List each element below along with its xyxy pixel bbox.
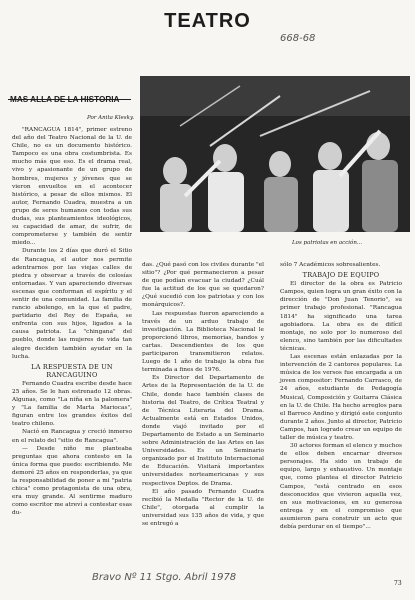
paragraph: sólo 7 Académicos sobresalientes. [280,262,381,268]
paragraph: Durante los 2 días que duró el Sitio de Rancagua, el autor nos permite adentrarnos por las viejas calles de piedra y observar a través de celosías entornadas. Y van apareciendo diversas escenas que conforman el espíritu y el sentir de una comunidad. La familia de rancio abolengo, en la que el padre, partidario del Rey de España, se enfrenta con sus hijos, ligados a la causa patriota. La "chingana" del pueblo, donde las mujeres de vida tan alegre deciden también ayudar en la lucha. [12,248,132,360]
magazine-section-title: TEATRO [164,10,251,32]
paragraph: — Desde niño me planteaba preguntas que ahora contesto en la única forma que puedo: escribiendo. Me demoré 25 años en responderlas, ya que la responsabilidad de poner a mi "patria chica" como protagonista de una obra, era muy grande. Al sentirme maduro como escritor me atreví a contestar esas du- [12,445,132,517]
article-column-3 [280,261,402,531]
article-column-2 [142,261,264,528]
paragraph: El año pasado Fernando Cuadra recibió la Medalla "Rector de la U. de Chile", otorgada al cumplir la universidad sus 135 años de vida, y que se entregó a [142,488,264,527]
article-headline: MAS ALLA DE LA HISTORIA [10,95,120,104]
stage-photo-illustration [140,76,410,232]
paragraph: das. ¿Qué pasó con los civiles durante "el sitio"? ¿Por qué permanecieron a pesar de que podían evacuar la ciudad? ¿Cuál fue la actitud de los que se quedaron? ¿Qué sucedió con los patriotas y con los monárquicos?. [142,262,264,309]
photo-caption: Los patriotas en acción... [292,240,363,246]
article-byline: Por Anita Klesky. [87,115,135,121]
paragraph: Nació en Rancagua y creció inmerso en el relato del "sitio de Rancagua". [12,429,132,444]
paragraph: "RANCAGUA 1814", primer estreno del año del Teatro Nacional de la U. de Chile, no es un documento histórico. Tampoco es una obra costumbrista. Es mucho más que eso. Es el drama real, vivo y apasionante de un grupo de hombres, mujeres y jóvenes que se vieron envueltos en el acontecer histórico, a pesar de ellos mismos. El autor, Fernando Cuadra, muestra a un grupo de seres humanos con todas sus dudas, sus planteamientos ideológicos, su capacidad de amar, de sufrir, de comprometerse y también de sentir miedo... [12,127,132,247]
stage-photo [140,76,410,232]
paragraph: 30 actores forman el elenco y muchos de ellos deben encarnar diversos personajes. Ha sido un trabajo de equipo, largo y exhaustivo. Un montaje que, como plantea el director Patricio Campos, "está centrado en esos desconocidos que vivieron aquella vez, en sus motivaciones, en su generosa entrega y en el compromiso que asumieron para construir un acto que debía perdurar en el tiempo"... [280,443,402,530]
page-number: 73 [394,580,402,587]
subheading: LA RESPUESTA DE UN RANCAGUINO [31,362,113,379]
handwritten-source-note: Bravo Nº 11 Stgo. Abril 1978 [92,572,237,583]
article-column-1 [12,126,132,518]
paragraph: El director de la obra es Patricio Campos, quien logra un gran éxito con la dirección de "Don Juan Tenorio", su primer trabajo profesional. "Rancagua 1814" ha significado una tarea agobiadora. La obra es de difícil montaje, no solo por lo numeroso del elenco, sino también por las dificultades técnicas. [280,281,402,352]
paragraph: Las respuestas fueron apareciendo a través de un arduo trabajo de investigación. La Biblioteca Nacional le proporcionó libros, memorias, bandos y cartas. Descendientes de los que participaron transmitieron relatos. Luego de 1 año de trabajo la obra fue terminada a fines de 1976. [142,310,264,374]
subheading: TRABAJO DE EQUIPO [302,271,380,280]
paragraph: Las escenas están enlazadas por la intervención de 2 cantores populares. La música de los versos fue encargada a un joven compositor: Fernando Carrasco, de 24 años, estudiante de Pedagogía Musical, Composición y Guitarra Clásica en la U. de Chile. Ha hecho arreglos para el Barroco Andino y dirigió este conjunto durante 2 años. Junto al director, Patricio Campos, han logrado crear un equipo de taller de música y teatro. [280,354,402,441]
handwritten-reference: 668-68 [280,33,316,44]
paragraph: Es Director del Departamento de Artes de la Representación de la U. de Chile, donde hace también clases de historia del Teatro, de Crítica Teatral y de Técnica Literaria del Drama. Actualmente está en Estados Unidos, donde viajó invitado por el Departamento de Estado a un Seminario sobre Administración de las Artes en las Universidades. Es un Seminario organizado por el Instituto Internacional de Educación. Visitará importantes universidades norteamericanas y sus respectivos Deptos. de Drama. [142,375,264,487]
paragraph: Fernando Cuadra escribe desde hace 25 años. Se le han estrenado 12 obras. Algunas, como "La niña en la palomera" y "La familia de Marta Mariocas", figuran entre los grandes éxitos del teatro chileno. [12,380,132,428]
